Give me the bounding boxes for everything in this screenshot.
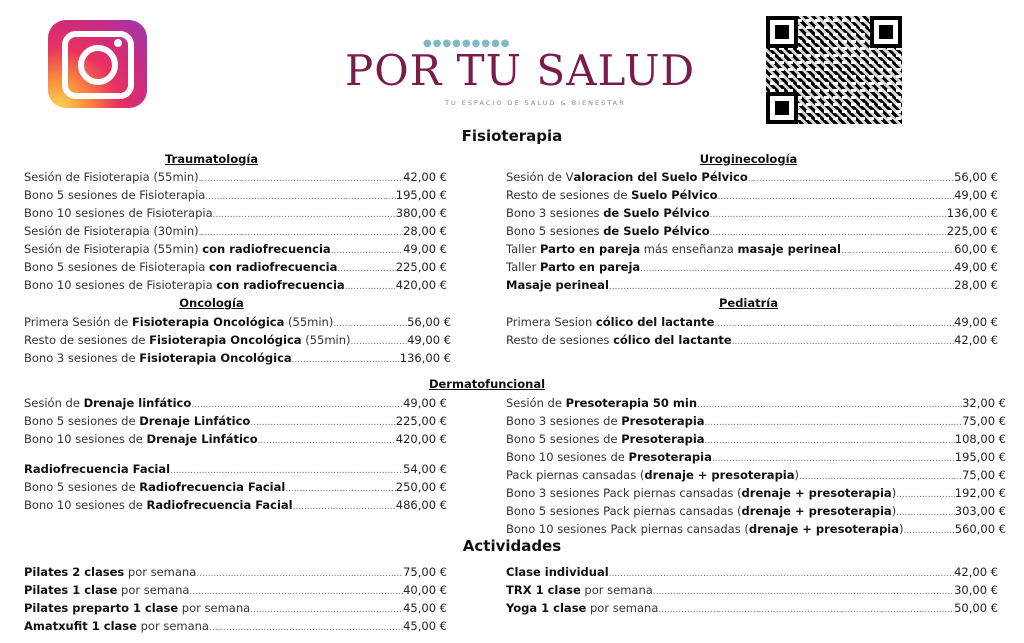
dot-leader: [191, 397, 403, 413]
instagram-dot: [114, 39, 122, 47]
section-title-fisioterapia: Fisioterapia: [461, 127, 563, 145]
subsection-title-pediatria: Pediatría: [718, 296, 779, 310]
service-label: [24, 618, 209, 634]
service-label-bold: Presoterapia 50 min: [565, 396, 698, 410]
service-label-text: Bono 3 sesiones de: [24, 351, 140, 365]
service-label-text: Sesión de: [506, 396, 566, 410]
dot-leader: [658, 602, 954, 618]
price-value: 380,00 €: [395, 206, 447, 220]
service-label-bold: Radiofrecuencia Facial: [139, 480, 286, 494]
service-label: [506, 205, 710, 221]
service-label-text: Taller: [506, 260, 541, 274]
price-row: [506, 205, 998, 223]
price-value: 42,00 €: [954, 565, 998, 579]
price-value: 195,00 €: [954, 450, 1006, 464]
wave-dots-icon: ●●●●●●●●●: [423, 38, 511, 49]
service-label: [24, 395, 191, 411]
service-label-text: Bono 3 sesiones: [506, 206, 604, 220]
service-label-text: Resto de sesiones de: [506, 188, 632, 202]
service-label: [24, 277, 345, 293]
price-value: 250,00 €: [395, 480, 447, 494]
service-label: [506, 187, 718, 203]
qr-finder-icon: [766, 16, 798, 48]
dot-leader: [896, 487, 955, 503]
price-value: 42,00 €: [954, 333, 998, 347]
dot-leader: [609, 279, 954, 295]
service-label: [506, 521, 904, 537]
service-label-text: Resto de sesiones de: [24, 333, 150, 347]
service-label: [506, 564, 609, 580]
service-label: [24, 169, 199, 185]
service-label-bold: con radiofrecuencia: [202, 242, 331, 256]
subsection-title-dermatofuncional: Dermatofuncional: [428, 377, 546, 391]
price-row: [506, 241, 998, 259]
service-label-bold: Parto en pareja: [540, 242, 641, 256]
service-label-text: Bono 5 sesiones: [506, 224, 604, 238]
price-value: 225,00 €: [395, 260, 447, 274]
price-row: [24, 564, 447, 582]
price-value: 303,00 €: [954, 504, 1006, 518]
price-row: [506, 314, 998, 332]
dot-leader: [209, 620, 403, 636]
service-label: [24, 413, 250, 429]
service-label-bold: Radiofrecuencia Facial: [24, 462, 171, 476]
service-label: [506, 503, 896, 519]
price-value: 136,00 €: [399, 351, 451, 365]
service-label-text: por semana: [178, 601, 251, 615]
subsection-title-oncologia: Oncología: [179, 296, 244, 310]
spacer: [24, 449, 447, 461]
dot-leader: [199, 171, 403, 187]
service-label-bold: Presoterapia: [628, 450, 712, 464]
price-value: 108,00 €: [954, 432, 1006, 446]
service-label-bold: Clase individual: [506, 565, 609, 579]
service-label-text: (55min): [301, 333, 351, 347]
service-label-bold: Fisioterapia Oncológica: [139, 351, 292, 365]
price-value: 195,00 €: [395, 188, 447, 202]
service-label: [506, 395, 697, 411]
price-value: 28,00 €: [954, 278, 998, 292]
service-label-text: Bono 10 sesiones Pack piernas cansadas (: [506, 522, 749, 536]
service-label: [506, 582, 653, 598]
dot-leader: [705, 433, 955, 449]
service-label-bold: Presoterapia: [621, 432, 705, 446]
service-label-text: Bono 10 sesiones de Fisioterapia: [24, 278, 217, 292]
price-value: 560,00 €: [954, 522, 1006, 536]
service-label-bold: masaje perineal: [737, 242, 841, 256]
service-label-text: ): [891, 486, 897, 500]
price-value: 49,00 €: [403, 242, 447, 256]
price-row: [506, 187, 998, 205]
service-label-bold: cólico del lactante: [613, 333, 732, 347]
service-label: [24, 314, 333, 330]
service-label-bold: Pilates 2 clases: [24, 565, 125, 579]
service-label: [24, 350, 292, 366]
service-label-text: Bono 5 sesiones de Fisioterapia: [24, 188, 206, 202]
service-label-text: (55min): [284, 315, 334, 329]
service-label-bold: Pilates preparto 1 clase: [24, 601, 179, 615]
dot-leader: [199, 225, 403, 241]
service-label: [24, 564, 196, 580]
service-label-bold: Drenaje linfático: [83, 396, 192, 410]
service-label: [24, 259, 337, 275]
price-row: [506, 169, 998, 187]
service-label-bold: Masaje perineal: [506, 278, 609, 292]
price-list-pediatria: [506, 314, 998, 350]
price-row: [24, 618, 447, 636]
service-label-text: Bono 5 sesiones de: [24, 414, 140, 428]
service-label-text: Bono 10 sesiones de Fisioterapia: [24, 206, 213, 220]
price-row: [24, 223, 447, 241]
service-label-bold: con radiofrecuencia: [216, 278, 345, 292]
service-label: [24, 205, 213, 221]
service-label-bold: Yoga 1 clase: [506, 601, 587, 615]
dot-leader: [258, 433, 396, 449]
price-row: [24, 259, 447, 277]
service-label-text: Primera Sesion: [506, 315, 596, 329]
price-list-dermatofuncional-left: [24, 395, 447, 515]
price-row: [506, 395, 1006, 413]
price-row: [24, 582, 447, 600]
service-label: [24, 479, 285, 495]
price-value: 75,00 €: [962, 414, 1006, 428]
service-label-text: por semana: [136, 619, 209, 633]
dot-leader: [292, 352, 400, 368]
dot-leader: [331, 243, 403, 259]
service-label-text: Sesión de Fisioterapia (30min): [24, 224, 199, 238]
dot-leader: [337, 261, 395, 277]
price-row: [24, 332, 451, 350]
service-label: [506, 277, 609, 293]
qr-code-icon[interactable]: [766, 16, 902, 124]
price-value: 136,00 €: [946, 206, 998, 220]
service-label-bold: Presoterapia: [621, 414, 705, 428]
service-label: [24, 431, 258, 447]
dot-leader: [213, 207, 396, 223]
service-label-text: Taller: [506, 242, 541, 256]
dot-leader: [345, 279, 396, 295]
dot-leader: [351, 334, 408, 350]
price-row: [24, 277, 447, 295]
service-label: [506, 413, 705, 429]
service-label: [24, 600, 250, 616]
price-value: 32,00 €: [962, 396, 1006, 410]
dot-leader: [653, 584, 954, 600]
price-row: [24, 497, 447, 515]
service-label-bold: de Suelo Pélvico: [603, 224, 710, 238]
price-value: 420,00 €: [395, 432, 447, 446]
price-value: 50,00 €: [954, 601, 998, 615]
price-value: 56,00 €: [407, 315, 451, 329]
section-title-actividades: Actividades: [462, 537, 562, 555]
logo-wordmark: POR TU SALUD: [345, 46, 696, 95]
service-label-text: Bono 10 sesiones de: [506, 450, 629, 464]
dot-leader: [640, 261, 954, 277]
service-label-bold: con radiofrecuencia: [208, 260, 338, 274]
price-value: 45,00 €: [403, 601, 447, 615]
price-list-actividades-left: [24, 564, 447, 636]
service-label-text: Bono 5 sesiones Pack piernas cansadas (: [506, 504, 742, 518]
price-row: [24, 413, 447, 431]
price-row: [506, 564, 998, 582]
service-label: [506, 449, 712, 465]
price-value: 42,00 €: [403, 170, 447, 184]
service-label-bold: Radiofrecuencia Facial: [146, 498, 293, 512]
price-value: 75,00 €: [403, 565, 447, 579]
service-label-text: por semana: [117, 583, 190, 597]
price-value: 60,00 €: [954, 242, 998, 256]
service-label-text: Bono 3 sesiones de: [506, 414, 622, 428]
service-label-text: ): [899, 522, 904, 536]
instagram-lens: [78, 45, 118, 85]
price-row: [506, 467, 1006, 485]
service-label-bold: Drenaje Linfático: [139, 414, 251, 428]
service-label-bold: TRX 1 clase: [506, 583, 581, 597]
price-row: [506, 485, 1006, 503]
price-value: 75,00 €: [962, 468, 1006, 482]
subsection-title-uroginecologia: Uroginecología: [699, 152, 798, 166]
service-label: [506, 223, 710, 239]
service-label-text: Sesión de Fisioterapia (55min): [24, 242, 203, 256]
service-label-text: ): [891, 504, 897, 518]
dot-leader: [609, 566, 954, 582]
dot-leader: [293, 499, 396, 515]
price-row: [24, 350, 451, 368]
instagram-icon[interactable]: [48, 20, 147, 108]
price-row: [24, 205, 447, 223]
service-label-bold: Fisioterapia Oncológica: [131, 315, 285, 329]
dot-leader: [189, 584, 403, 600]
dot-leader: [718, 189, 955, 205]
qr-finder-icon: [766, 92, 798, 124]
service-label-text: ): [794, 468, 800, 482]
price-row: [506, 277, 998, 295]
service-label: [506, 332, 732, 348]
price-row: [24, 479, 447, 497]
price-value: 49,00 €: [954, 188, 998, 202]
price-value: 49,00 €: [954, 315, 998, 329]
service-label-text: Bono 10 sesiones de: [24, 498, 147, 512]
dot-leader: [170, 463, 403, 479]
price-row: [506, 332, 998, 350]
price-list-actividades-right: [506, 564, 998, 618]
price-row: [506, 449, 1006, 467]
dot-leader: [333, 316, 407, 332]
price-value: 30,00 €: [954, 583, 998, 597]
price-row: [24, 395, 447, 413]
service-label-bold: Parto en pareja: [540, 260, 641, 274]
price-row: [24, 241, 447, 259]
dot-leader: [714, 316, 954, 332]
dot-leader: [196, 566, 403, 582]
service-label: [24, 332, 351, 348]
service-label: [506, 241, 841, 257]
dot-leader: [710, 225, 947, 241]
service-label-text: Bono 5 sesiones de: [506, 432, 622, 446]
service-label-text: Sesión de V: [506, 170, 574, 184]
dot-leader: [896, 505, 955, 521]
price-value: 225,00 €: [395, 414, 447, 428]
price-value: 54,00 €: [403, 462, 447, 476]
price-row: [506, 259, 998, 277]
service-label-text: Sesión de Fisioterapia (55min): [24, 170, 199, 184]
price-row: [24, 431, 447, 449]
service-label-bold: Fisioterapia Oncológica: [149, 333, 302, 347]
price-row: [24, 600, 447, 618]
price-list-oncologia: [24, 314, 451, 368]
price-row: [24, 314, 451, 332]
brand-logo: [345, 36, 696, 112]
qr-finder-icon: [870, 16, 902, 48]
service-label-text: Primera Sesión de: [24, 315, 132, 329]
service-label-bold: Suelo Pélvico: [631, 188, 718, 202]
service-label-bold: cólico del lactante: [595, 315, 715, 329]
dot-leader: [705, 415, 963, 431]
dot-leader: [250, 602, 403, 618]
price-list-dermatofuncional-right: [506, 395, 1006, 539]
service-label: [24, 241, 331, 257]
price-value: 49,00 €: [407, 333, 451, 347]
price-row: [506, 413, 1006, 431]
service-label-text: Bono 5 sesiones de Fisioterapia: [24, 260, 209, 274]
service-label-text: más enseñanza: [640, 242, 738, 256]
price-row: [506, 600, 998, 618]
service-label-text: Resto de sesiones: [506, 333, 614, 347]
service-label-text: por semana: [580, 583, 653, 597]
price-row: [24, 461, 447, 479]
service-label: [506, 259, 640, 275]
service-label: [24, 223, 199, 239]
price-row: [506, 582, 998, 600]
subsection-title-traumatologia: Traumatología: [164, 152, 259, 166]
dot-leader: [712, 451, 955, 467]
service-label-bold: drenaje + presoterapia: [748, 522, 900, 536]
service-label-bold: aloracion del Suelo Pélvico: [573, 170, 748, 184]
price-row: [506, 431, 1006, 449]
logo-tagline: TU ESPACIO DE SALUD & BIENESTAR: [445, 99, 626, 107]
service-label-text: Bono 5 sesiones de: [24, 480, 140, 494]
price-value: 192,00 €: [954, 486, 1006, 500]
dot-leader: [697, 397, 962, 413]
service-label-bold: drenaje + presoterapia: [741, 504, 892, 518]
service-label: [24, 497, 293, 513]
service-label: [506, 431, 705, 447]
service-label-text: Bono 3 sesiones Pack piernas cansadas (: [506, 486, 742, 500]
service-label: [506, 467, 799, 483]
service-label-text: Bono 10 sesiones de: [24, 432, 147, 446]
price-row: [506, 503, 1006, 521]
service-label-bold: drenaje + presoterapia: [741, 486, 892, 500]
dot-leader: [841, 243, 954, 259]
service-label-text: Sesión de: [24, 396, 84, 410]
service-label-bold: Amatxufit 1 clase: [24, 619, 137, 633]
price-value: 49,00 €: [403, 396, 447, 410]
dot-leader: [710, 207, 947, 223]
service-label: [24, 461, 170, 477]
price-row: [24, 187, 447, 205]
price-value: 420,00 €: [395, 278, 447, 292]
price-value: 49,00 €: [954, 260, 998, 274]
dot-leader: [732, 334, 954, 350]
price-value: 225,00 €: [946, 224, 998, 238]
dot-leader: [250, 415, 395, 431]
price-list-traumatologia: [24, 169, 447, 295]
price-row: [506, 223, 998, 241]
price-value: 486,00 €: [395, 498, 447, 512]
service-label: [506, 169, 748, 185]
price-value: 45,00 €: [403, 619, 447, 633]
service-label-bold: Drenaje Linfático: [146, 432, 258, 446]
service-label: [506, 600, 658, 616]
service-label-bold: de Suelo Pélvico: [603, 206, 710, 220]
service-label: [506, 485, 896, 501]
service-label-text: por semana: [586, 601, 659, 615]
dot-leader: [205, 189, 395, 205]
dot-leader: [285, 481, 395, 497]
service-label-text: Pack piernas cansadas (: [506, 468, 645, 482]
price-row: [24, 169, 447, 187]
service-label: [24, 582, 189, 598]
price-value: 28,00 €: [403, 224, 447, 238]
price-value: 40,00 €: [403, 583, 447, 597]
price-list-uroginecologia: [506, 169, 998, 295]
dot-leader: [799, 469, 962, 485]
service-label-bold: drenaje + presoterapia: [644, 468, 795, 482]
service-label-text: por semana: [124, 565, 197, 579]
service-label: [506, 314, 714, 330]
dot-leader: [748, 171, 954, 187]
service-label-bold: Pilates 1 clase: [24, 583, 118, 597]
service-label: [24, 187, 205, 203]
price-value: 56,00 €: [954, 170, 998, 184]
